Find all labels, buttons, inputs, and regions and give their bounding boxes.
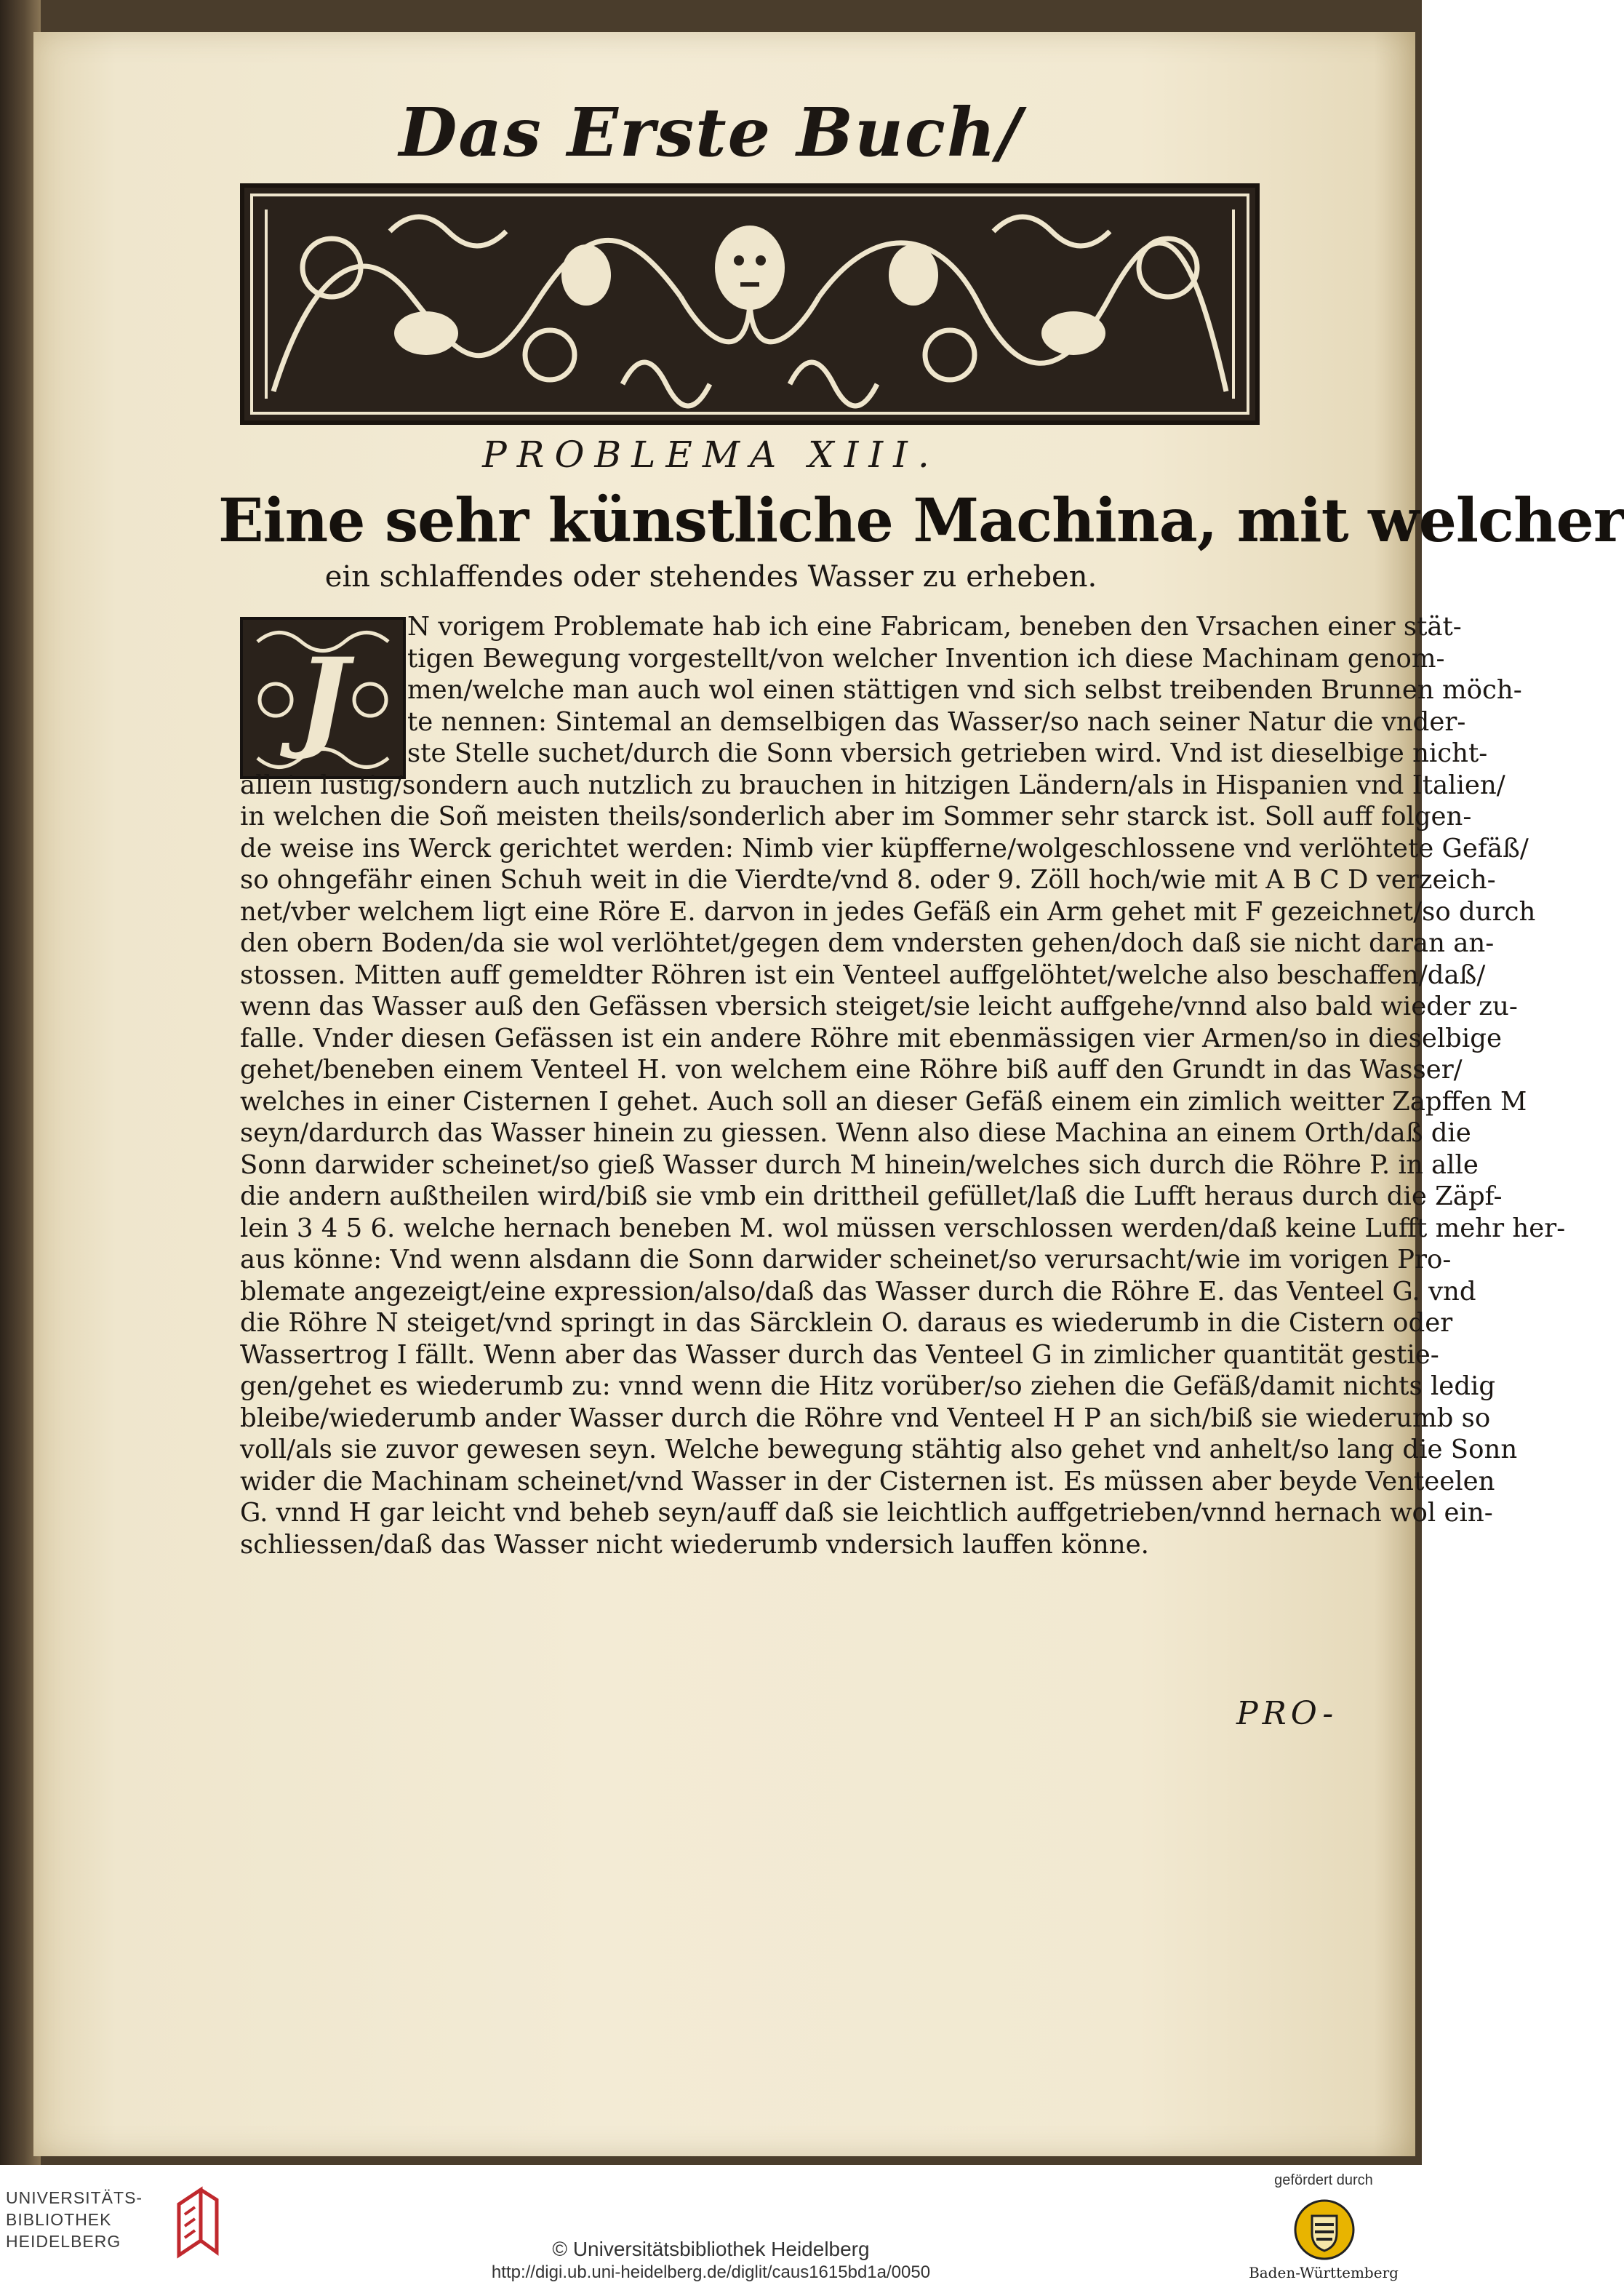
body-line: net/vber welchem ligt eine Röre E. darvon in jedes Gefäß ein Arm gehet mit F gezeichnet/so durch	[240, 896, 1536, 927]
body-line: tigen Bewegung vorgestellt/von welcher Invention ich diese Machinam genom-	[407, 643, 1445, 674]
body-line: die andern außtheilen wird/biß sie vmb ein drittheil gefüllet/laß die Lufft heraus durch die Zäpf-	[240, 1181, 1503, 1211]
copyright-notice: © Universitätsbibliothek Heidelberg	[552, 2238, 870, 2260]
body-line: lein 3 4 5 6. welche hernach beneben M. wol müssen verschlossen werden/daß keine Lufft mehr her-	[240, 1213, 1566, 1243]
woodcut-ornament-band	[240, 183, 1260, 425]
body-line: de weise ins Werck gerichtet werden: Nimb vier küpfferne/wolgeschlossene vnd verlöhtete Gefäß/	[240, 833, 1529, 864]
body-line: in welchen die Soñ meisten theils/sonderlich aber im Sommer sehr starck ist. Soll auff folgen-	[240, 802, 1472, 832]
footer-bar	[0, 2165, 1422, 2285]
problem-number: PROBLEMA XIII.	[482, 434, 940, 476]
body-line: wenn das Wasser auß den Gefässen vbersich steiget/sie leicht auffgehe/vnnd also bald wieder zu-	[240, 992, 1518, 1021]
body-line: schliessen/daß das Wasser nicht wiederumb vndersich lauffen könne.	[240, 1529, 1149, 1560]
sponsor-name: Baden-Württemberg	[1249, 2264, 1399, 2281]
baden-wuerttemberg-crest-icon[interactable]	[1293, 2198, 1356, 2261]
body-line: G. vnnd H gar leicht vnd beheb seyn/auff daß sie leichtlich auffgetrieben/vnnd hernach wol ein-	[240, 1498, 1493, 1528]
body-line: gehet/beneben einem Venteel H. von welchem eine Röhre biß auff den Grundt in das Wasser/	[240, 1055, 1463, 1085]
body-line: Wassertrog I fällt. Wenn aber das Wasser durch das Venteel G in zimlicher quantität gestie-	[240, 1339, 1439, 1370]
svg-text:J: J	[297, 634, 349, 762]
body-line: den obern Boden/da sie wol verlöhtet/gegen dem vndersten gehen/doch daß sie nicht daran an-	[240, 928, 1495, 958]
library-name-line: UNIVERSITÄTS-	[6, 2188, 143, 2207]
body-line: voll/als sie zuvor gewesen seyn. Welche bewegung stähtig also gehet vnd anhelt/so lang die Sonn	[240, 1435, 1518, 1464]
body-line: wider die Machinam scheinet/vnd Wasser in der Cisternen ist. Es müssen aber beyde Venteelen	[240, 1466, 1495, 1496]
body-line: aus könne: Vnd wenn alsdann die Sonn darwider scheinet/so verursacht/wie im vorigen Pro-	[240, 1245, 1452, 1275]
body-line: stossen. Mitten auff gemeldter Röhren ist ein Venteel auffgelöhtet/welche also beschaffen/daß/	[240, 960, 1486, 990]
permalink-url[interactable]: http://digi.ub.uni-heidelberg.de/diglit/caus1615bd1a/0050	[491, 2262, 931, 2282]
body-line: N vorigem Problemate hab ich eine Fabricam, beneben den Vrsachen einer stät-	[407, 612, 1462, 642]
body-line: die Röhre N steiget/vnd springt in das Särcklein O. daraus es wiederumb in die Cistern oder	[240, 1308, 1453, 1338]
body-line: blemate angezeigt/eine expression/also/daß das Wasser durch die Röhre E. das Venteel G. vnd	[240, 1276, 1476, 1307]
body-text	[240, 611, 1566, 1560]
library-name-line: BIBLIOTHEK	[6, 2210, 112, 2229]
body-line: allein lustig/sondern auch nutzlich zu brauchen in hitzigen Ländern/als in Hispanien vnd Italien/	[240, 770, 1505, 800]
problem-subheading: ein schlaffendes oder stehendes Wasser zu erheben.	[324, 560, 1097, 594]
problem-heading: Eine sehr künstliche Machina, mit welcher	[218, 486, 1624, 556]
body-line: men/welche man auch wol einen stättigen vnd sich selbst treibenden Brunnen möch-	[407, 675, 1522, 705]
body-line: welches in einer Cisternen I gehet. Auch soll an dieser Gefäß einem ein zimlich weitter Zapffen M	[240, 1086, 1527, 1117]
running-head: Das Erste Buch/	[399, 93, 1023, 172]
library-name-line: HEIDELBERG	[6, 2232, 121, 2251]
body-line: falle. Vnder diesen Gefässen ist ein andere Röhre mit ebenmässigen vier Armen/so in dieselbige	[240, 1023, 1502, 1053]
body-line: ste Stelle suchet/durch die Sonn vbersich getrieben wird. Vnd ist dieselbige nicht-	[407, 738, 1488, 768]
ornament-illustration	[244, 188, 1255, 420]
body-line: te nennen: Sintemal an demselbigen das Wasser/so nach seiner Natur die vnder-	[407, 706, 1466, 737]
body-line: bleibe/wiederumb ander Wasser durch die Röhre vnd Venteel H P an sich/biß sie wiederumb so	[240, 1403, 1491, 1433]
body-line: gen/gehet es wiederumb zu: vnnd wenn die Hitz vorüber/so ziehen die Gefäß/damit nichts ledig	[240, 1371, 1496, 1401]
funded-by-label: gefördert durch	[1274, 2172, 1373, 2188]
catchword: PRO-	[1236, 1695, 1338, 1732]
body-line: so ohngefähr einen Schuh weit in die Vierdte/vnd 8. oder 9. Zöll hoch/wie mit A B C D verzeich-	[240, 865, 1496, 895]
body-line: seyn/dardurch das Wasser hinein zu giessen. Wenn also diese Machina an einem Orth/daß die	[240, 1118, 1471, 1148]
body-line: Sonn darwider scheinet/so gieß Wasser durch M hinein/welches sich durch die Röhre P. in alle	[240, 1149, 1479, 1180]
